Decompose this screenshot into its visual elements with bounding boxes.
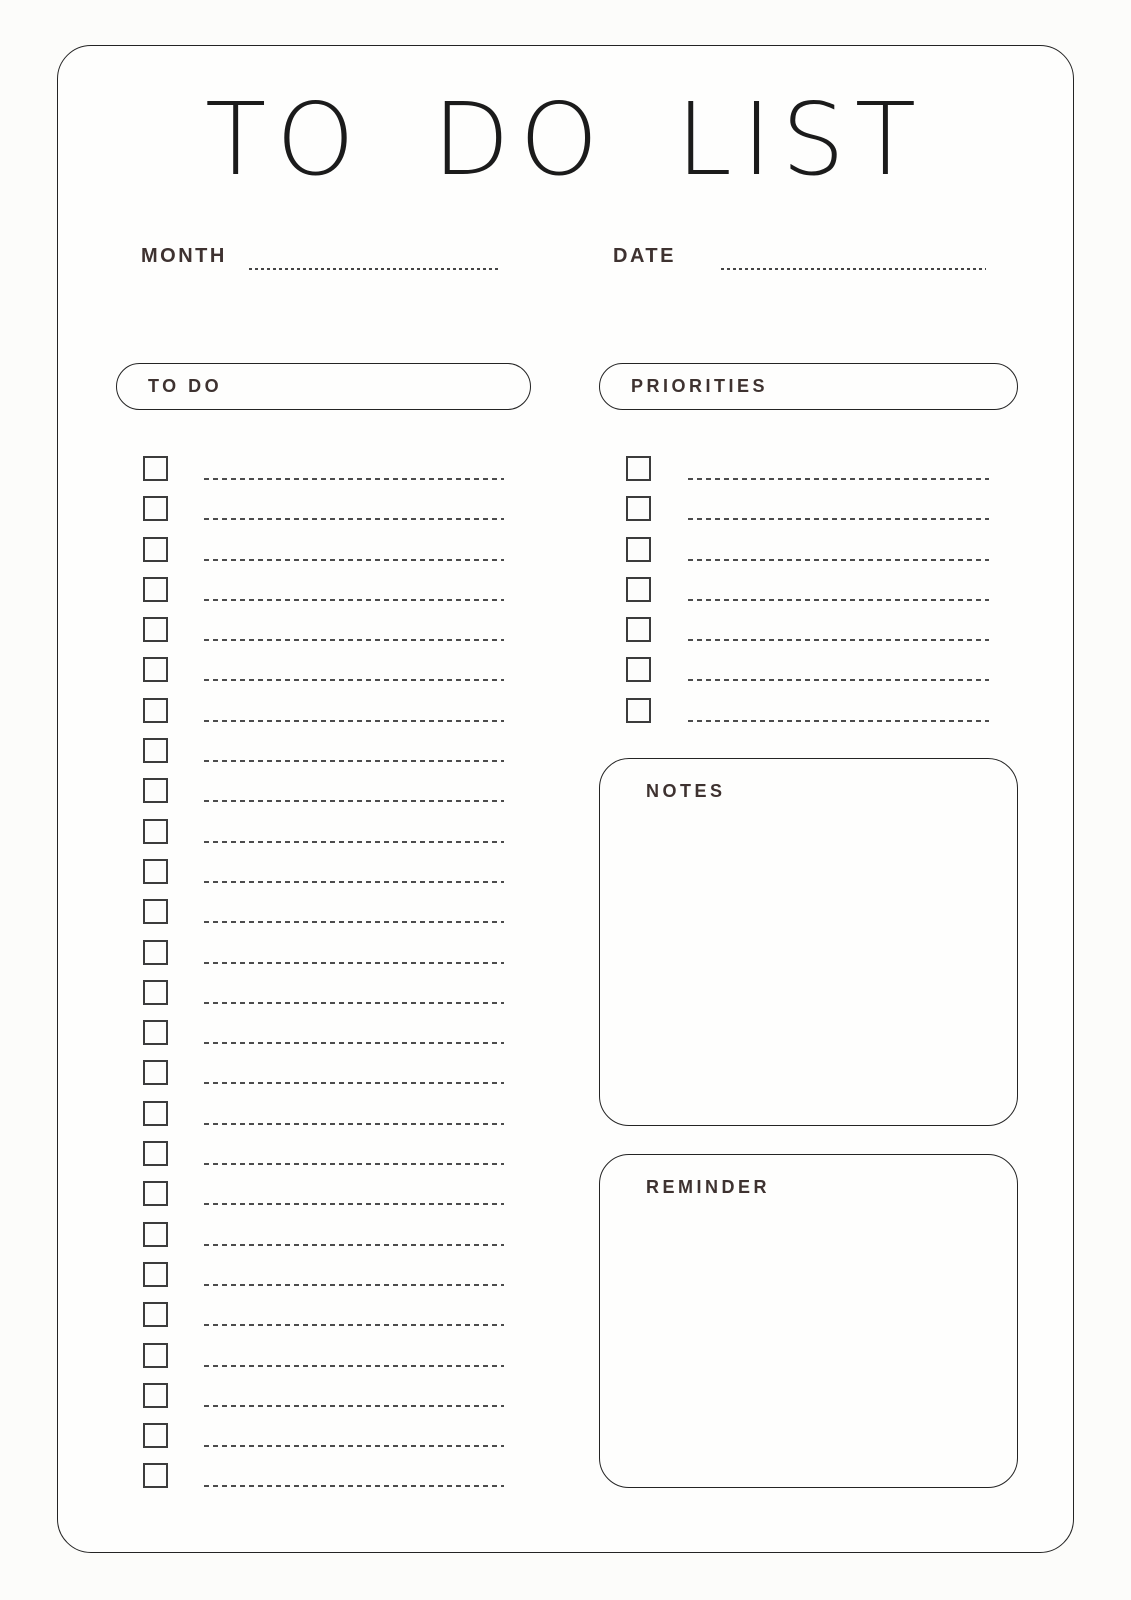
task-write-line[interactable] bbox=[204, 679, 504, 681]
priority-checkbox[interactable] bbox=[626, 698, 651, 723]
task-write-line[interactable] bbox=[204, 1284, 504, 1286]
task-write-line[interactable] bbox=[204, 760, 504, 762]
todo-task-row bbox=[143, 859, 505, 899]
todo-task-row bbox=[143, 617, 505, 657]
priority-task-row bbox=[626, 456, 990, 496]
task-checkbox[interactable] bbox=[143, 537, 168, 562]
task-checkbox[interactable] bbox=[143, 859, 168, 884]
todo-task-row bbox=[143, 1423, 505, 1463]
todo-task-row bbox=[143, 537, 505, 577]
task-checkbox[interactable] bbox=[143, 778, 168, 803]
task-checkbox[interactable] bbox=[143, 819, 168, 844]
task-write-line[interactable] bbox=[204, 1405, 504, 1407]
task-write-line[interactable] bbox=[204, 1445, 504, 1447]
task-checkbox[interactable] bbox=[143, 1262, 168, 1287]
date-label: DATE bbox=[613, 245, 676, 267]
task-write-line[interactable] bbox=[204, 1203, 504, 1205]
task-write-line[interactable] bbox=[204, 800, 504, 802]
task-write-line[interactable] bbox=[204, 720, 504, 722]
todo-task-row bbox=[143, 698, 505, 738]
notes-panel bbox=[599, 758, 1018, 1126]
priority-write-line[interactable] bbox=[688, 679, 989, 681]
task-write-line[interactable] bbox=[204, 1244, 504, 1246]
todo-task-row bbox=[143, 1060, 505, 1100]
todo-task-row bbox=[143, 1020, 505, 1060]
todo-task-row bbox=[143, 1343, 505, 1383]
task-write-line[interactable] bbox=[204, 1002, 504, 1004]
date-fill-line[interactable] bbox=[721, 268, 986, 270]
task-write-line[interactable] bbox=[204, 518, 504, 520]
task-checkbox[interactable] bbox=[143, 1343, 168, 1368]
priority-task-row bbox=[626, 617, 990, 657]
task-checkbox[interactable] bbox=[143, 617, 168, 642]
month-fill-line[interactable] bbox=[249, 268, 501, 270]
todo-task-row bbox=[143, 1302, 505, 1342]
priority-checkbox[interactable] bbox=[626, 617, 651, 642]
priority-task-row bbox=[626, 698, 990, 738]
notes-write-area[interactable] bbox=[610, 815, 1007, 1115]
todo-header-label: TO DO bbox=[148, 376, 223, 396]
task-checkbox[interactable] bbox=[143, 698, 168, 723]
priority-checkbox[interactable] bbox=[626, 657, 651, 682]
todo-task-row bbox=[143, 456, 505, 496]
task-checkbox[interactable] bbox=[143, 657, 168, 682]
priority-write-line[interactable] bbox=[688, 720, 989, 722]
task-write-line[interactable] bbox=[204, 841, 504, 843]
priority-write-line[interactable] bbox=[688, 639, 989, 641]
page-title: TO DO LIST bbox=[205, 81, 926, 198]
todo-task-row bbox=[143, 496, 505, 536]
task-write-line[interactable] bbox=[204, 559, 504, 561]
task-checkbox[interactable] bbox=[143, 1181, 168, 1206]
planner-page bbox=[57, 45, 1074, 1553]
task-checkbox[interactable] bbox=[143, 577, 168, 602]
task-write-line[interactable] bbox=[204, 1163, 504, 1165]
priority-write-line[interactable] bbox=[688, 559, 989, 561]
task-write-line[interactable] bbox=[204, 1042, 504, 1044]
todo-task-row bbox=[143, 940, 505, 980]
priorities-list bbox=[626, 456, 990, 738]
reminder-panel bbox=[599, 1154, 1018, 1488]
priority-write-line[interactable] bbox=[688, 518, 989, 520]
todo-task-row bbox=[143, 1141, 505, 1181]
task-checkbox[interactable] bbox=[143, 1423, 168, 1448]
priority-checkbox[interactable] bbox=[626, 456, 651, 481]
task-checkbox[interactable] bbox=[143, 940, 168, 965]
todo-task-row bbox=[143, 1383, 505, 1423]
task-checkbox[interactable] bbox=[143, 1101, 168, 1126]
todo-task-row bbox=[143, 657, 505, 697]
priority-task-row bbox=[626, 577, 990, 617]
task-write-line[interactable] bbox=[204, 639, 504, 641]
priorities-section-header bbox=[599, 363, 1018, 410]
todo-task-row bbox=[143, 1181, 505, 1221]
todo-list bbox=[143, 456, 505, 1504]
todo-task-row bbox=[143, 819, 505, 859]
todo-task-row bbox=[143, 1101, 505, 1141]
priority-write-line[interactable] bbox=[688, 478, 989, 480]
month-label: MONTH bbox=[141, 245, 227, 267]
task-write-line[interactable] bbox=[204, 1365, 504, 1367]
task-checkbox[interactable] bbox=[143, 496, 168, 521]
task-checkbox[interactable] bbox=[143, 1060, 168, 1085]
priority-checkbox[interactable] bbox=[626, 577, 651, 602]
todo-section-header bbox=[116, 363, 531, 410]
task-checkbox[interactable] bbox=[143, 1222, 168, 1247]
task-write-line[interactable] bbox=[204, 1485, 504, 1487]
reminder-header-label: REMINDER bbox=[646, 1177, 771, 1197]
notes-header-label: NOTES bbox=[646, 781, 726, 801]
todo-task-row bbox=[143, 899, 505, 939]
todo-task-row bbox=[143, 1463, 505, 1503]
task-checkbox[interactable] bbox=[143, 1141, 168, 1166]
task-checkbox[interactable] bbox=[143, 899, 168, 924]
task-write-line[interactable] bbox=[204, 921, 504, 923]
todo-task-row bbox=[143, 577, 505, 617]
priority-task-row bbox=[626, 496, 990, 536]
task-checkbox[interactable] bbox=[143, 1383, 168, 1408]
task-write-line[interactable] bbox=[204, 478, 504, 480]
task-write-line[interactable] bbox=[204, 962, 504, 964]
todo-task-row bbox=[143, 1222, 505, 1262]
task-checkbox[interactable] bbox=[143, 1302, 168, 1327]
priorities-header-label: PRIORITIES bbox=[631, 376, 769, 396]
priority-task-row bbox=[626, 657, 990, 697]
task-write-line[interactable] bbox=[204, 599, 504, 601]
task-checkbox[interactable] bbox=[143, 980, 168, 1005]
task-checkbox[interactable] bbox=[143, 1020, 168, 1045]
task-write-line[interactable] bbox=[204, 1324, 504, 1326]
priority-checkbox[interactable] bbox=[626, 496, 651, 521]
priority-write-line[interactable] bbox=[688, 599, 989, 601]
task-write-line[interactable] bbox=[204, 1082, 504, 1084]
task-checkbox[interactable] bbox=[143, 456, 168, 481]
todo-task-row bbox=[143, 778, 505, 818]
task-checkbox[interactable] bbox=[143, 1463, 168, 1488]
priority-checkbox[interactable] bbox=[626, 537, 651, 562]
task-checkbox[interactable] bbox=[143, 738, 168, 763]
todo-task-row bbox=[143, 980, 505, 1020]
todo-task-row bbox=[143, 1262, 505, 1302]
task-write-line[interactable] bbox=[204, 881, 504, 883]
todo-task-row bbox=[143, 738, 505, 778]
reminder-write-area[interactable] bbox=[610, 1211, 1007, 1477]
priority-task-row bbox=[626, 537, 990, 577]
task-write-line[interactable] bbox=[204, 1123, 504, 1125]
